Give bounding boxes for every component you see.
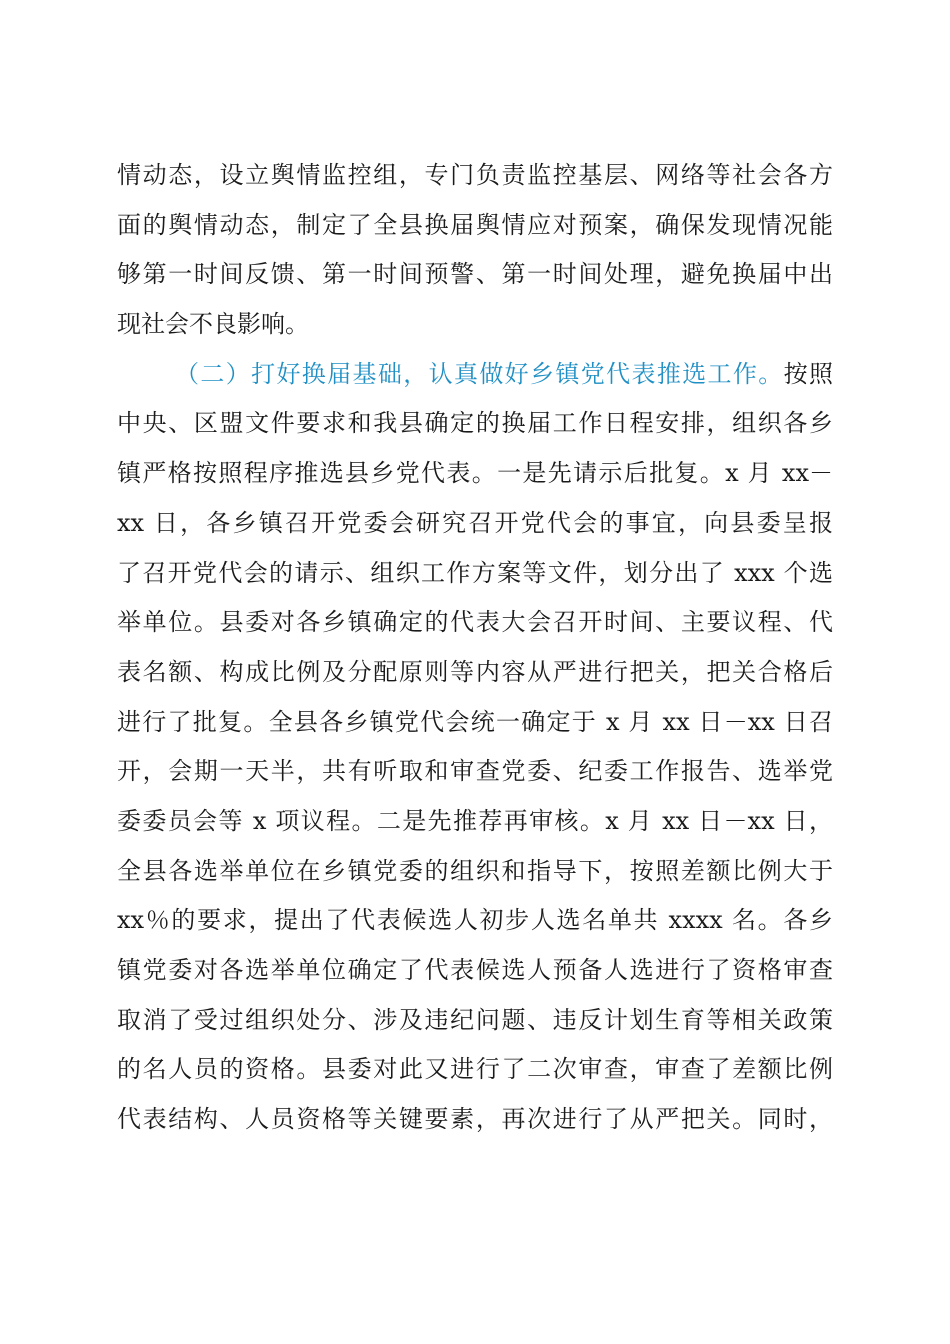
paragraph-2: [117, 350, 833, 1145]
text-line: 镇党委对各选举单位确定了代表候选人预备人选进行了资格审查: [117, 956, 833, 984]
text-line: 情动态，设立舆情监控组，专门负责监控基层、网络等社会各方: [117, 161, 833, 189]
text-line: 委委员会等 x 项议程。二是先推荐再审核。x 月 xx 日－xx 日，: [117, 806, 833, 835]
text-line: 的名人员的资格。县委对此又进行了二次审查，审查了差额比例: [117, 1055, 833, 1084]
text-line: xx％的要求，提出了代表候选人初步人选名单共 xxxx 名。各乡: [117, 906, 833, 935]
section-heading: （二）打好换届基础，认真做好乡镇党代表推选工作。: [175, 359, 784, 388]
text-line: 表名额、构成比例及分配原则等内容从严进行把关，把关合格后: [117, 657, 833, 686]
text-line: 中央、区盟文件要求和我县确定的换届工作日程安排，组织各乡: [117, 409, 833, 438]
text-line: 了召开党代会的请示、组织工作方案等文件，划分出了 xxx 个选: [117, 558, 833, 587]
paragraph-1: [117, 151, 833, 350]
text-line: 取消了受过组织处分、涉及违纪问题、违反计划生育等相关政策: [117, 1005, 833, 1034]
text-line: 全县各选举单位在乡镇党委的组织和指导下，按照差额比例大于: [117, 856, 833, 885]
text-line: 镇严格按照程序推选县乡党代表。一是先请示后批复。x 月 xx－: [117, 459, 833, 488]
text-line: 现社会不良影响。: [117, 310, 309, 339]
paragraph-heading-line: [117, 350, 833, 400]
text-line: xx 日，各乡镇召开党委会研究召开党代会的事宜，向县委呈报: [117, 508, 833, 537]
text-line: 进行了批复。全县各乡镇党代会统一确定于 x 月 xx 日－xx 日召: [117, 707, 833, 736]
document-body: [117, 151, 833, 1145]
text-line: 代表结构、人员资格等关键要素，再次进行了从严把关。同时，: [117, 1105, 833, 1134]
text-line-rest: 按照: [783, 359, 833, 388]
text-line: 面的舆情动态，制定了全县换届舆情应对预案，确保发现情况能: [117, 210, 833, 239]
text-line: 够第一时间反馈、第一时间预警、第一时间处理，避免换届中出: [117, 260, 833, 289]
text-line: 开，会期一天半，共有听取和审查党委、纪委工作报告、选举党: [117, 757, 833, 786]
text-line: 举单位。县委对各乡镇确定的代表大会召开时间、主要议程、代: [117, 608, 833, 637]
